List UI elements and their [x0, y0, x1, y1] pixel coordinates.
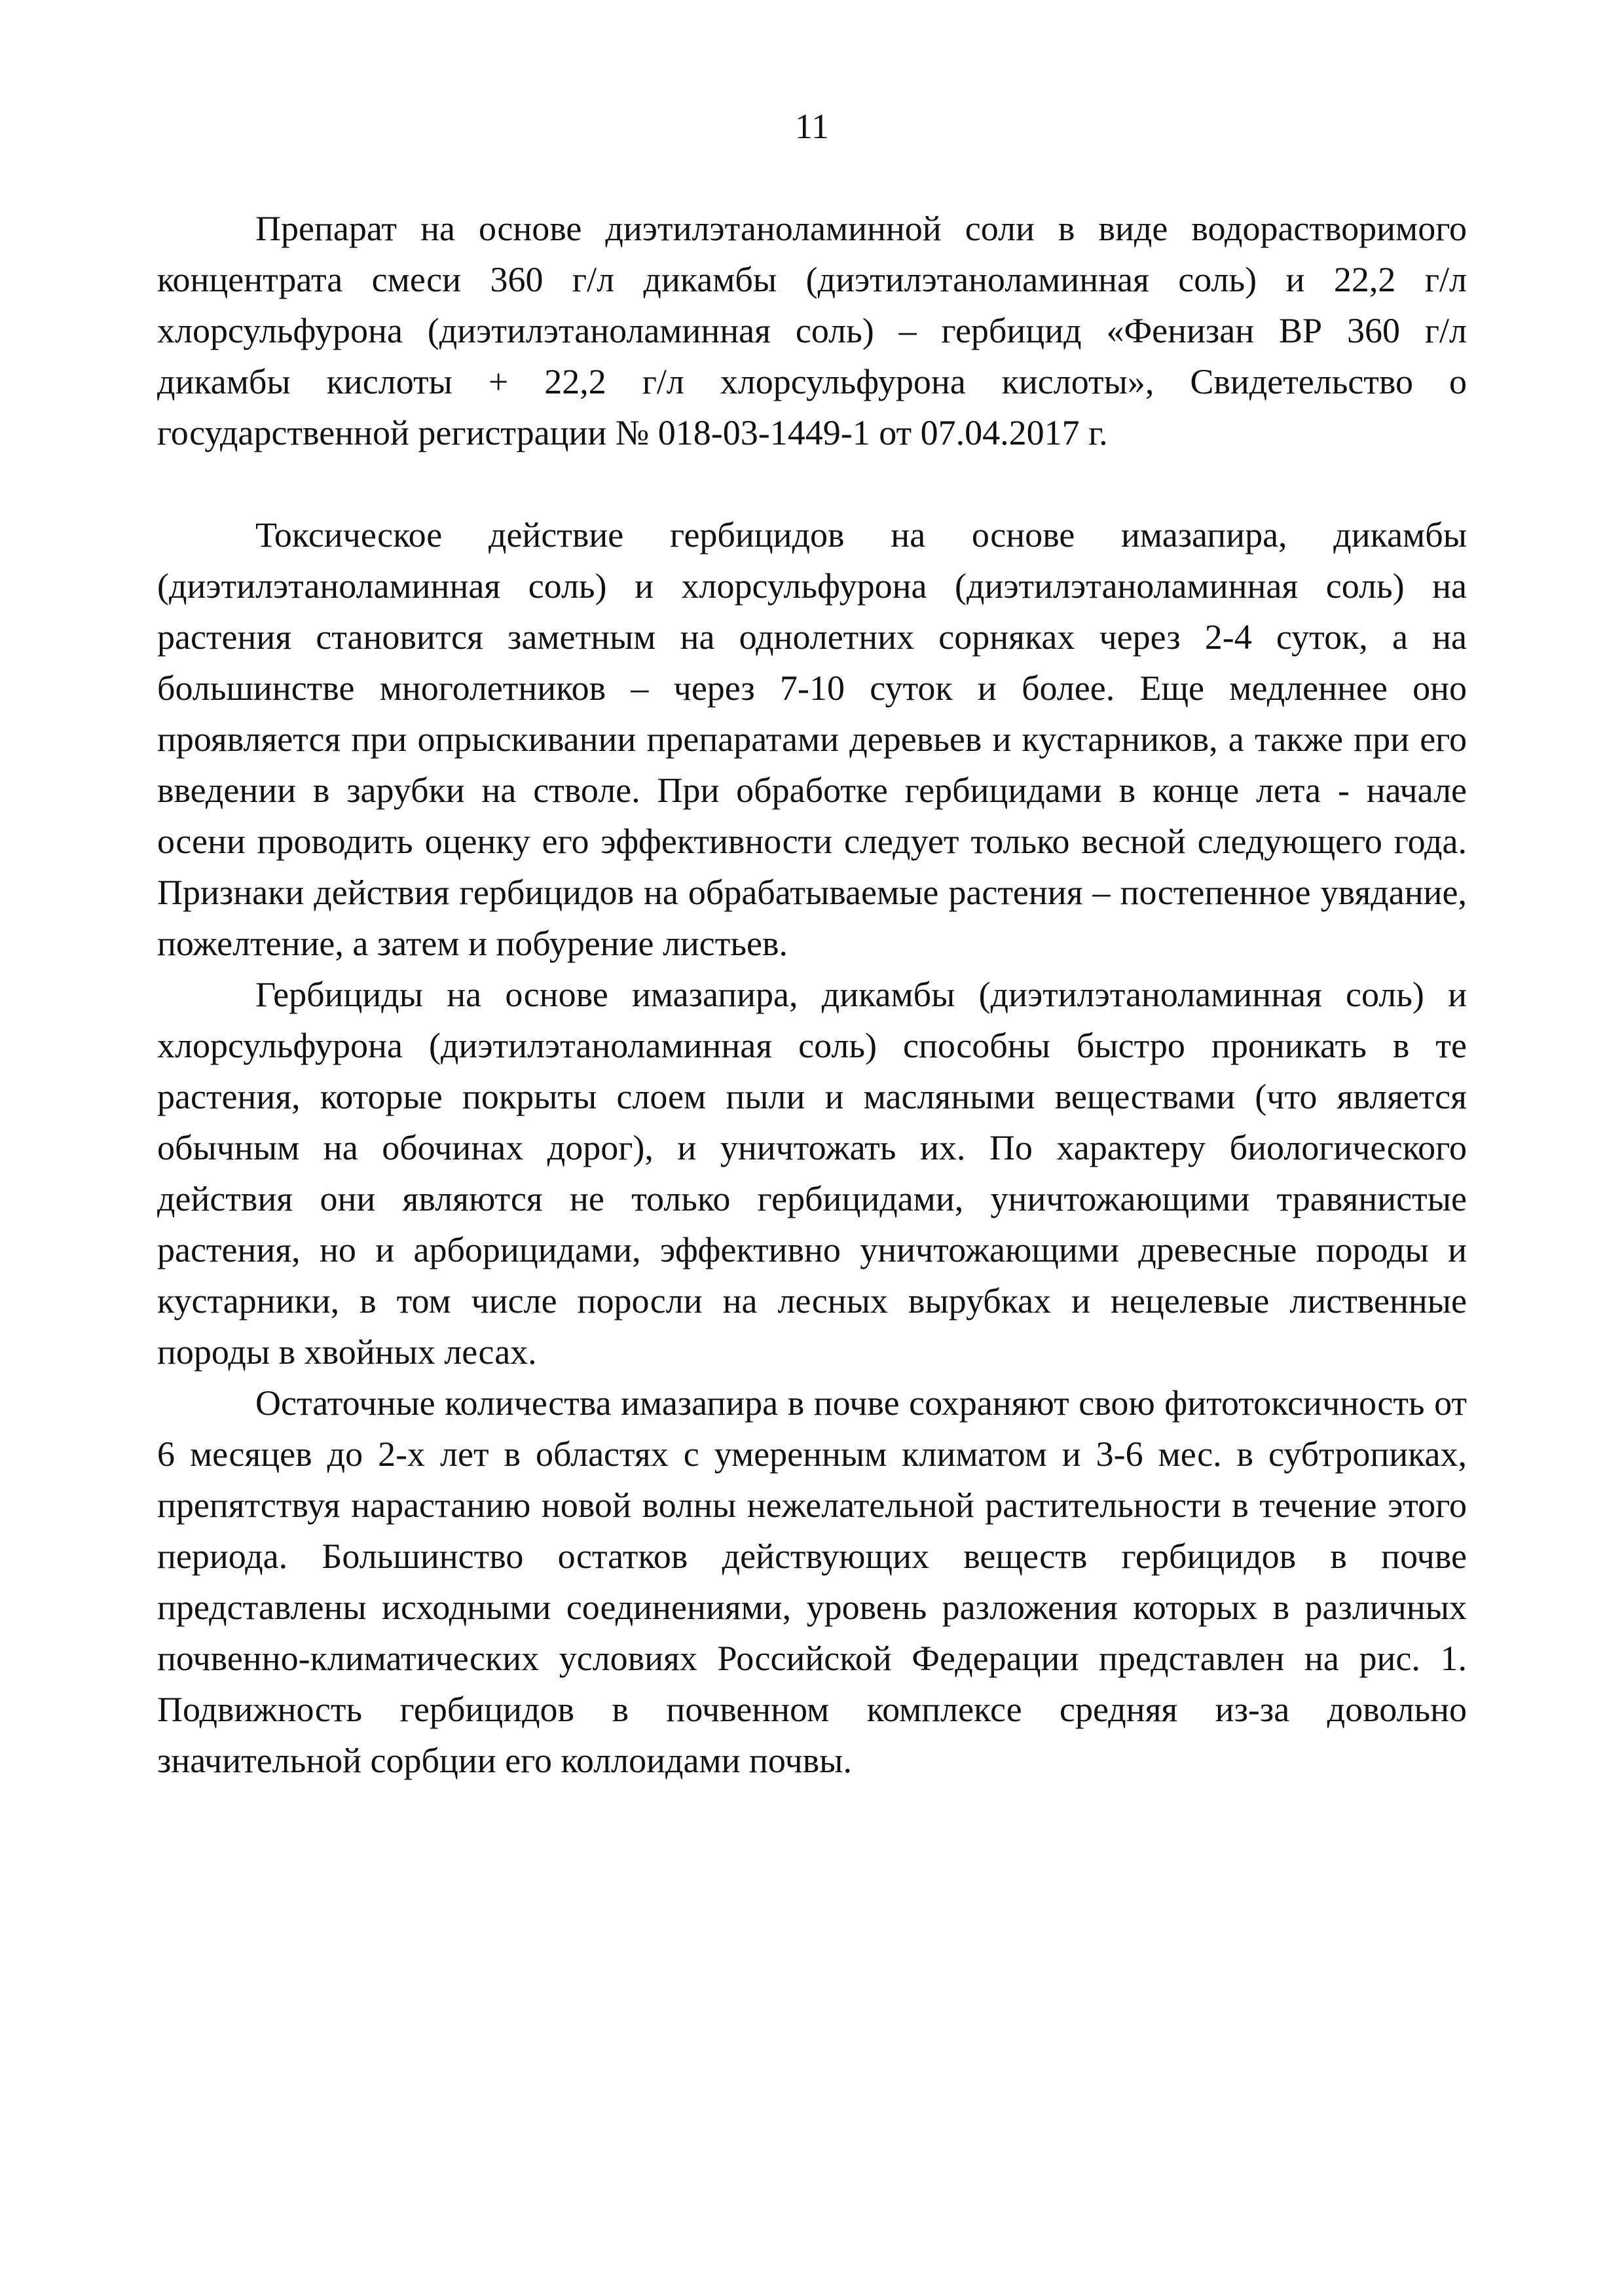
paragraph-toxic-action: Токсическое действие гербицидов на основе имазапира, дикамбы (диэтилэтаноламинная соль) и хлорсульфурона (диэтилэтаноламинная соль) на растения становится заметным на однолетних сорняках через 2-4 суток, а на большинстве многолетников – через 7-10 суток и более. Еще медленнее оно проявляется при опрыскивании препаратами деревьев и кустарников, а также при его введении в зарубки на стволе. При обработке гербицидами в конце лета - начале осени проводить оценку его эффективности следует только весной следующего года. Признаки действия гербицидов на обрабатываемые растения – постепенное увядание, пожелтение, а затем и побурение листьев.	[157, 515, 1467, 963]
paragraph-residual-quantities: Остаточные количества имазапира в почве сохраняют свою фитотоксичность от 6 месяцев до 2-х лет в областях с умеренным климатом и 3-6 мес. в субтропиках, препятствуя нарастанию новой волны нежелательной растительности в течение этого периода. Большинство остатков действующих веществ гербицидов в почве представлены исходными соединениями, уровень разложения которых в различных почвенно-климатических условиях Российской Федерации представлен на рис. 1. Подвижность гербицидов в почвенном комплексе средняя из-за довольно значительной сорбции его коллоидами почвы.	[157, 1383, 1467, 1780]
page-number: 11	[795, 107, 829, 146]
paragraph-preparation-registration: Препарат на основе диэтилэтаноламинной соли в виде водорастворимого концентрата смеси 360 г/л дикамбы (диэтилэтаноламинная соль) и 22,2 г/л хлорсульфурона (диэтилэтаноламинная соль) – гербицид «Фенизан ВР 360 г/л дикамбы кислоты + 22,2 г/л хлорсульфурона кислоты», Свидетельство о государственной регистрации № 018-03-1449-1 от 07.04.2017 г.	[157, 209, 1467, 452]
document-body	[157, 203, 1467, 1786]
paragraph-penetration-arboricides: Гербициды на основе имазапира, дикамбы (диэтилэтаноламинная соль) и хлорсульфурона (диэтилэтаноламинная соль) способны быстро проникать в те растения, которые покрыты слоем пыли и масляными веществами (что является обычным на обочинах дорог), и уничтожать их. По характеру биологического действия они являются не только гербицидами, уничтожающими травянистые растения, но и арборицидами, эффективно уничтожающими древесные породы и кустарники, в том числе поросли на лесных вырубках и нецелевые лиственные породы в хвойных лесах.	[157, 975, 1467, 1372]
